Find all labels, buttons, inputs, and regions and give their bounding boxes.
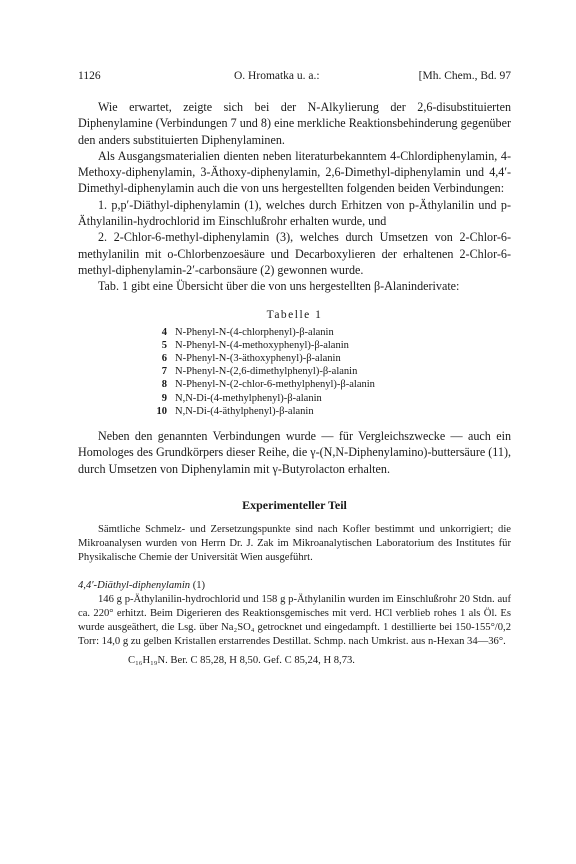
compound-number: 5: [161, 339, 167, 351]
compound-name: N-Phenyl-N-(2,6-dimethylphenyl)-β-alanin: [175, 366, 358, 378]
compound-number: 6: [161, 352, 167, 364]
compound-number: 9: [161, 392, 167, 404]
list-item-compound-3: 2. 2-Chlor-6-methyl-diphenylamin (3), welches durch Umsetzen von 2-Chlor-6-methylanilin mit o-Chlorbenzoesäure und Decarboxylieren der erhaltenen 2-Chlor-6-methyl-diphenylamin-2′-carbonsäure (2) gewonnen wurde.: [78, 230, 511, 277]
list-item-compound-1: 1. p,p′-Diäthyl-diphenylamin (1), welches durch Erhitzen von p-Äthylanilin und p-Äthylanilin-hydrochlorid im Einschlußrohr erhalten wurde, und: [78, 197, 511, 229]
compound-name: N,N-Di-(4-methylphenyl)-β-alanin: [175, 392, 322, 404]
table-row: [151, 339, 511, 352]
header-journal: [Mh. Chem., Bd. 97: [418, 70, 511, 82]
table-row: [151, 392, 511, 405]
compound-heading-number: (1): [192, 579, 206, 591]
table-row: [151, 365, 511, 378]
table-row: [151, 326, 511, 339]
compound-heading: [78, 579, 511, 593]
running-header: [78, 70, 511, 86]
paragraph-starting-materials: Als Ausgangsmaterialien dienten neben literaturbekanntem 4-Chlordiphenylamin, 4-Methoxy-diphenylamin, 3-Äthoxy-diphenylamin, 2,6-Dimethyl-diphenylamin und 4,4′-Dimethyl-diphenylamin auch die von uns hergestellten folgenden beiden Verbindungen:: [78, 148, 511, 196]
compound-table: [151, 326, 511, 418]
compound-number: 8: [161, 379, 167, 391]
header-authors: O. Hromatka u. a.:: [234, 70, 320, 82]
table-row: [151, 405, 511, 418]
compound-name: N-Phenyl-N-(4-chlorphenyl)-β-alanin: [175, 326, 334, 338]
section-heading: Experimenteller Teil: [242, 497, 347, 512]
compound-number: 7: [161, 366, 167, 378]
compound-number: 10: [156, 405, 167, 417]
paragraph-alkylation: Wie erwartet, zeigte sich bei der N-Alkylierung der 2,6-disubstituierten Diphenylamine (Verbindungen 7 und 8) eine merkliche Reaktionsbehinderung gegenüber den anders substituierten Diphenylaminen.: [78, 100, 511, 147]
table-title: Tabelle 1: [266, 308, 323, 321]
page-number: 1126: [78, 70, 101, 82]
compound-name: N-Phenyl-N-(4-methoxyphenyl)-β-alanin: [175, 339, 349, 351]
compound-heading-title: 4,4′-Diäthyl-diphenylamin: [78, 579, 191, 591]
paragraph-homologue: Neben den genannten Verbindungen wurde — für Vergleichszwecke — auch ein Homologes des Grundkörpers dieser Reihe, die γ-(N,N-Diphenylamino)-buttersäure (11), durch Umsetzen von Diphenylamin mit γ-Butyrolacton erhalten.: [78, 428, 511, 476]
compound-name: N-Phenyl-N-(3-äthoxyphenyl)-β-alanin: [175, 352, 341, 364]
table-row: [151, 378, 511, 391]
elemental-analysis: C₁₆H₁₉N. Ber. C 85,28, H 8,50. Gef. C 85,24, H 8,73.: [128, 654, 355, 666]
paragraph-table-intro: Tab. 1 gibt eine Übersicht über die von uns hergestellten β-Alaninderivate:: [98, 279, 460, 294]
paragraph-experimental-intro: Sämtliche Schmelz- und Zersetzungspunkte sind nach Kofler bestimmt und unkorrigiert; die Mikroanalysen wurden von Herrn Dr. J. Zak im Mikroanalytischen Laboratorium des Institutes für Physikalische Chemie der Universität Wien ausgeführt.: [78, 523, 511, 563]
table-row: [151, 352, 511, 365]
compound-name: N-Phenyl-N-(2-chlor-6-methylphenyl)-β-alanin: [175, 379, 375, 391]
page-body: [78, 99, 511, 668]
compound-name: N,N-Di-(4-äthylphenyl)-β-alanin: [175, 405, 314, 417]
paragraph-procedure: 146 g p-Äthylanilin-hydrochlorid und 158 g p-Äthylanilin wurden im Einschlußrohr 20 Stdn. auf ca. 220° erhitzt. Beim Digerieren des Reaktionsgemisches mit verd. HCl verblieb rohes 1 als Öl. Es wurde ausgeäthert, die Lsg. über Na₂SO₄ getrocknet und eingedampft. 1 destillierte bei 150-155°/0,2 Torr: 14,0 g zu gelben Kristallen erstarrendes Destillat. Schmp. nach Umkrist. aus n-Hexan 34—36°.: [78, 593, 511, 647]
compound-number: 4: [161, 326, 167, 338]
